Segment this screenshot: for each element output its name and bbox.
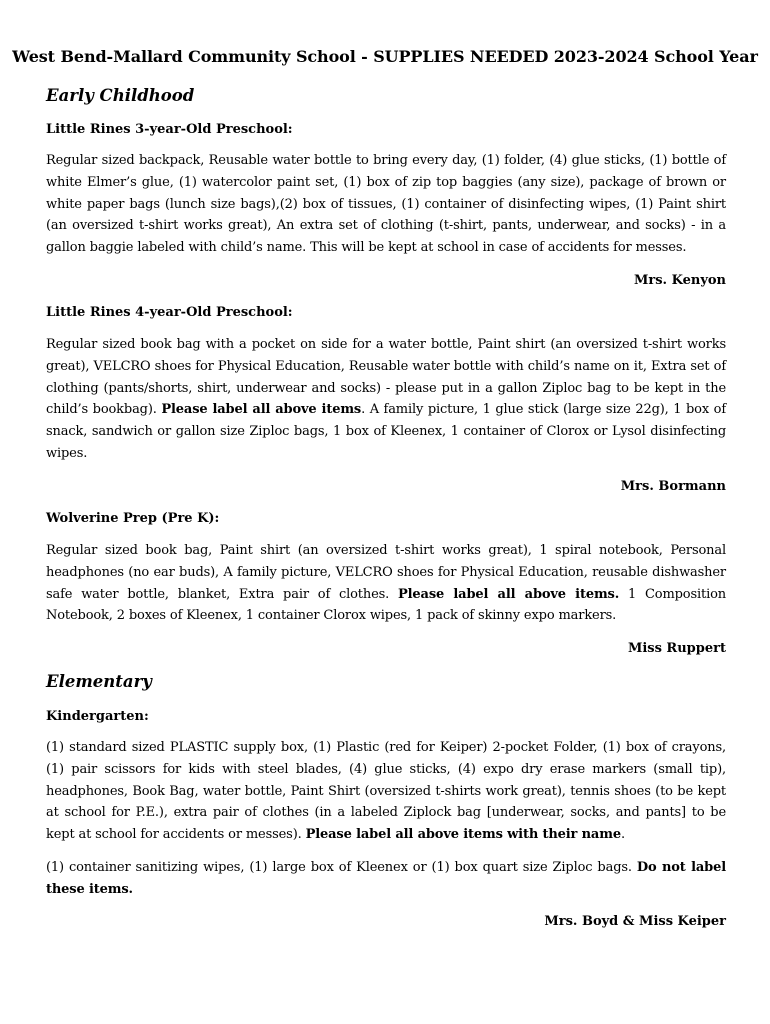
supply-list-kindergarten [46, 737, 726, 846]
supply-list-kindergarten-unlabeled [46, 857, 726, 901]
teacher-ruppert: Miss Ruppert [627, 641, 726, 656]
label-instruction: Please label all above items with their name [305, 827, 621, 843]
heading-4yr-preschool: Little Rines 4-year-Old Preschool: [46, 305, 293, 320]
text-part: 1 Composition Notebook, 2 boxes of Kleenex, 1 container Clorox wipes, 1 pack of skinny expo markers. [46, 586, 726, 624]
label-instruction: Please label all above items. [398, 586, 620, 602]
teacher-boyd-keiper: Mrs. Boyd & Miss Keiper [544, 914, 726, 929]
text-part: (1) standard sized PLASTIC supply box, (1) Plastic (red for Keiper) 2-pocket Folder, (1) box of crayons, (1) pair scissors for kids with steel blades, (4) glue sticks, (4) expo dry erase markers (small tip), headphones, Book Bag, water bottle, Paint Shirt (oversized t-shirts work great), tennis shoes (to be kept at school for P.E.), extra pair of clothes (in a labeled Ziplock bag [underwear, socks, and pants] to be kept at school for accidents or messes). [46, 740, 726, 843]
heading-kindergarten: Kindergarten: [46, 709, 149, 724]
teacher-kenyon: Mrs. Kenyon [633, 273, 726, 288]
label-instruction: Please label all above items [161, 402, 362, 418]
text-part: Regular sized book bag with a pocket on side for a water bottle, Paint shirt (an oversized t-shirt works great), VELCRO shoes for Physical Education, Reusable water bottle with child’s name on it, Extra set of clothing (pants/shorts, shirt, underwear and socks) - please put in a gallon Ziploc bag to be kept in the child’s bookbag). [46, 337, 726, 418]
text-part: (1) container sanitizing wipes, (1) large box of Kleenex or (1) box quart size Ziploc bags. [46, 860, 637, 875]
teacher-bormann: Mrs. Bormann [620, 479, 726, 494]
label-instruction: Do not label these items. [46, 860, 726, 897]
supply-list-4yr-preschool [46, 334, 726, 465]
supply-list-3yr-preschool: Regular sized backpack, Reusable water bottle to bring every day, (1) folder, (4) glue sticks, (1) bottle of white Elmer’s glue, (1) watercolor paint set, (1) box of zip top baggies (any size), package of brown or white paper bags (lunch size bags),(2) box of tissues, (1) container of disinfecting wipes, (1) Paint shirt (an oversized t-shirt works great), An extra set of clothing (t-shirt, pants, underwear, and socks) - in a gallon baggie labeled with child’s name. This will be kept at school in case of accidents for messes. [46, 153, 726, 256]
page-title: West Bend-Mallard Community School - SUPPLIES NEEDED 2023-2024 School Year [12, 47, 758, 66]
section-elementary: Elementary [46, 672, 152, 691]
heading-3yr-preschool: Little Rines 3-year-Old Preschool: [46, 122, 293, 137]
supply-list-prek [46, 540, 726, 627]
heading-prek: Wolverine Prep (Pre K): [46, 511, 220, 526]
text-part: . [620, 827, 625, 843]
text-part: Regular sized book bag, Paint shirt (an oversized t-shirt works great), 1 spiral notebook, Personal headphones (no ear buds), A family picture, VELCRO shoes for Physical Education, reusable dishwasher safe water bottle, blanket, Extra pair of clothes. [46, 543, 726, 602]
text-part: . A family picture, 1 glue stick (large size 22g), 1 box of snack, sandwich or gallon size Ziploc bags, 1 box of Kleenex, 1 container of Clorox or Lysol disinfecting wipes. [46, 402, 726, 461]
section-early-childhood: Early Childhood [46, 86, 195, 105]
